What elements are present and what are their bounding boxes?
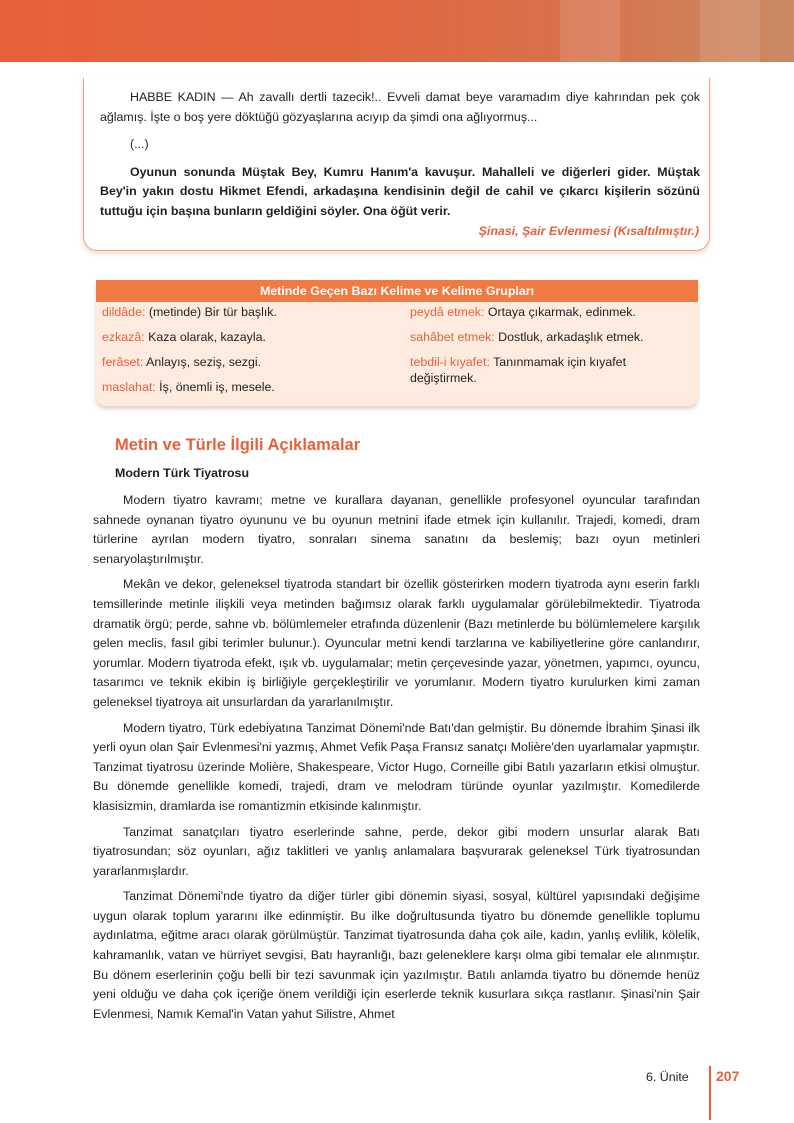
vocabulary-term: sahâbet etmek: — [410, 330, 495, 344]
footer-unit: 6. Ünite — [646, 1070, 689, 1084]
vocabulary-term: tebdil-i kıyafet: — [410, 355, 490, 369]
body-paragraph: Mekân ve dekor, geleneksel tiyatroda standart bir özellik gösterirken modern tiyatroda aynı eserin farklı temsillerinde metinle ilişkili veya metinden bağımsız olarak farklı uygulamalar görülebilmektedir. Tiyatroda dramatik örgü; perde, sahne vb. bölümlemeler etrafında düzenlenir (Bazı metinlerde bu bölümlemelere karşılık gelen meclis, fasıl gibi terimler bulunur.). Oyuncular metni kendi tarzlarına ve kabiliyetlerine göre canlandırır, yorumlar. Modern tiyatroda efekt, ışık vb. uygulamalar; metin çerçevesinde yazar, yönetmen, yapımcı, oyuncu, tasarımcı ve teknik ekibin iş birliğiyle gerçekleştirilir ve yorumlanır. Modern tiyatro kurulurken kimi zaman geleneksel tiyatroya ait unsurlardan da yararlanılmıştır. — [93, 577, 700, 709]
body-paragraph: Tanzimat sanatçıları tiyatro eserlerinde sahne, perde, dekor gibi modern unsurlar alarak Batı tiyatrosundan; söz oyunları, ağız taklitleri ve yanlış anlamalara başvurarak geleneksel Türk tiyatrosundan yararlanmışlardır. — [93, 824, 700, 878]
vocabulary-term: maslahat: — [102, 380, 156, 394]
vocabulary-item — [410, 329, 692, 345]
vocabulary-heading: Metinde Geçen Bazı Kelime ve Kelime Grupları — [96, 280, 698, 302]
quote-paragraph: HABBE KADIN — Ah zavallı dertli tazecik!.. Evveli damat beye varamadım diye kahrından pek çok ağlamış. İşte o boş yere döktüğü gözyaşlarına acıyıp da şimdi ona ağlıyormuş... — [100, 90, 700, 124]
vocabulary-right-column — [410, 304, 692, 395]
body-paragraph: Tanzimat Dönemi'nde tiyatro da diğer türler gibi dönemin siyasi, sosyal, kültürel yapısındaki değişime uygun olarak toplum yararını ilke edinmiştir. Bu ilke doğrultusunda tiyatro bu dönemde genellikle toplumu aydınlatma, eğitme aracı olarak görülmüştür. Tanzimat tiyatrosunda daha çok aile, kadın, yanlış evlilik, kölelik, kahramanlık, vatan ve hürriyet sevgisi, Batı hayranlığı, bazı geleneklere karşı olma gibi temalar ele alınmıştır. Bu dönem eserlerinin çoğu belli bir tezi savunmak için yazılmıştır. Batılı anlamda tiyatro bu dönemde henüz yeni olduğu ve daha çok içeriğe önem verildiği için eserlerde teknik kusurlara sıkça rastlanır. Şinasi'nin Şair Evlenmesi, Namık Kemal'in Vatan yahut Silistre, Ahmet — [93, 889, 700, 1021]
vocabulary-item — [410, 354, 692, 386]
vocabulary-definition: Kaza olarak, kazayla. — [144, 330, 266, 344]
vocabulary-item — [410, 304, 692, 320]
body-paragraph: Modern tiyatro kavramı; metne ve kurallara dayanan, genellikle profesyonel oyuncular tarafından sahnede oynanan tiyatro oyununu ve bu oyunun metnini ifade etmek için kullanılır. Trajedi, komedi, dram türlerine ayrılan modern tiyatro, sonraları sinema sanatını da beslemiş; bazı oyun metinleri senaryolaştırılmıştır. — [93, 493, 700, 566]
quote-summary: Oyunun sonunda Müştak Bey, Kumru Hanım'a kavuşur. Mahalleli ve diğerleri gider. Müştak Bey'in yakın dostu Hikmet Efendi, arkadaşına kendisinin değil de cahil ve çıkarcı kişilerin sözünü tuttuğu için başına bunların geldiğini söyler. Ona öğüt verir. — [100, 164, 700, 218]
vocabulary-left-column — [102, 304, 392, 404]
vocabulary-item — [102, 304, 392, 320]
vocabulary-item — [102, 329, 392, 345]
quote-box — [83, 78, 710, 251]
top-banner — [0, 0, 794, 62]
vocabulary-term: dildâde: — [102, 305, 146, 319]
vocabulary-definition: Dostluk, arkadaşlık etmek. — [494, 330, 644, 344]
vocabulary-item — [102, 354, 392, 370]
quote-ellipsis: (...) — [130, 137, 149, 152]
vocabulary-item — [102, 379, 392, 395]
quote-source: Şinasi, Şair Evlenmesi (Kısaltılmıştır.) — [478, 224, 699, 238]
banner-decoration — [700, 0, 760, 62]
footer-divider — [709, 1066, 711, 1120]
vocabulary-definition: Ortaya çıkarmak, edinmek. — [484, 305, 636, 319]
section-subtitle: Modern Türk Tiyatrosu — [115, 466, 250, 480]
vocabulary-definition: (metinde) Bir tür başlık. — [145, 305, 277, 319]
banner-decoration — [560, 0, 620, 62]
vocabulary-term: ezkazâ: — [102, 330, 145, 344]
vocabulary-definition: İş, önemli iş, mesele. — [155, 380, 275, 394]
vocabulary-box — [96, 280, 698, 406]
page-number: 207 — [716, 1068, 740, 1084]
vocabulary-term: ferâset: — [102, 355, 144, 369]
body-paragraph: Modern tiyatro, Türk edebiyatına Tanzimat Dönemi'nde Batı'dan gelmiştir. Bu dönemde İbrahim Şinasi ilk yerli oyun olan Şair Evlenmesi'ni yazmış, Ahmet Vefik Paşa Fransız sanatçı Molière'den uyarlamalar yapmıştır. Tanzimat tiyatrosu üzerinde Molière, Shakespeare, Victor Hugo, Corneille gibi Batılı yazarların etkisi olmuştur. Bu dönemde genellikle komedi, trajedi, dram ve melodram türünde oyunlar yazılmıştır. Komedilerde klasisizmin, dramlarda ise romantizmin etkisinde kalınmıştır. — [93, 720, 700, 813]
vocabulary-term: peydâ etmek: — [410, 305, 485, 319]
vocabulary-definition: Anlayış, seziş, sezgi. — [143, 355, 262, 369]
vocabulary-definition: Tanınmamak için kıyafet değiştirmek. — [410, 355, 627, 385]
body-text — [93, 491, 700, 1030]
quote-content — [100, 88, 700, 230]
section-title: Metin ve Türle İlgili Açıklamalar — [115, 436, 361, 454]
